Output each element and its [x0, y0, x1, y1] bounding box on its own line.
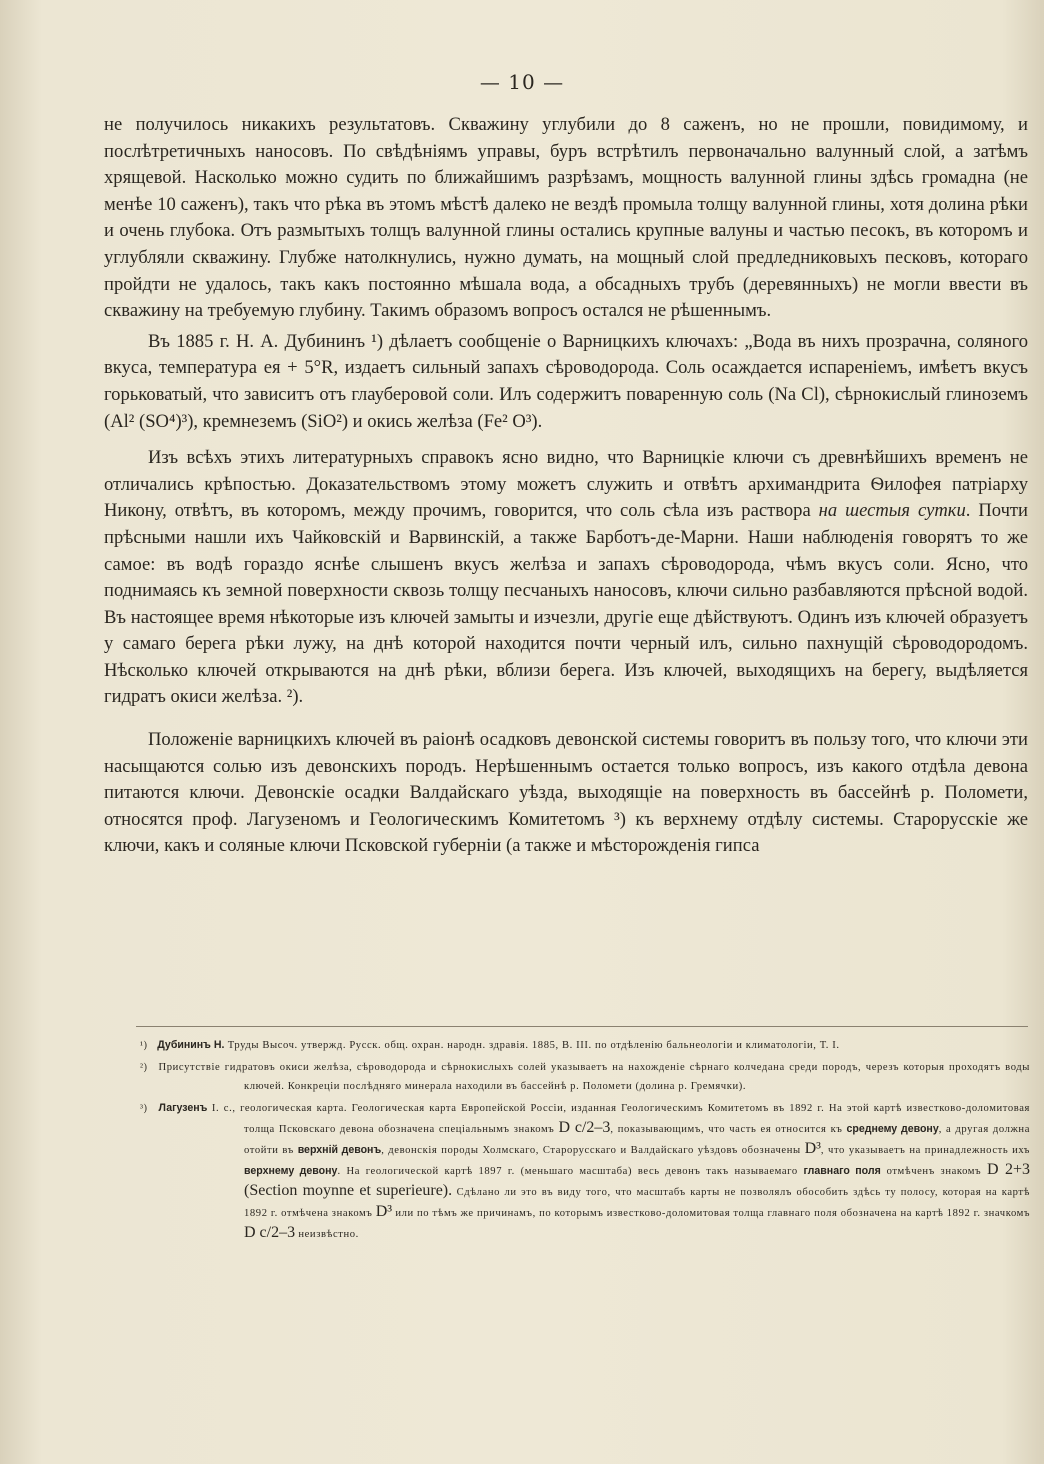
footnote-bold-4: главнаго поля	[803, 1165, 881, 1177]
footnote-text-10: или по тѣмъ же причинамъ, по которымъ известково-доломитовая толща главнаго поля обозначена на картѣ 1892 г. значкомъ	[395, 1208, 1031, 1219]
geology-symbol-1: D c/2–3	[558, 1119, 611, 1136]
geology-symbol-2: D³	[804, 1140, 821, 1157]
footnote-mark: ²)	[140, 1062, 148, 1073]
footnote-text-9: Сдѣлано ли это въ виду того, что масштабъ карты не позволялъ обособить здѣсь ту полосу, которая на картѣ 1892 г. отмѣчена знакомъ	[244, 1187, 1030, 1219]
footnote-bold-3: верхнему девону	[244, 1165, 338, 1177]
footnote-author: Дубининъ Н.	[157, 1039, 225, 1051]
footnote-bold-2: верхній девонъ	[297, 1144, 382, 1156]
paragraph-3-start: Изъ всѣхъ этихъ литературныхъ справокъ ясно видно, что Варницкіе ключи съ древнѣйшихъ временъ не отличались крѣпостью. Доказательствомъ этому можетъ служить и отвѣтъ архимандрита Ѳилофея патріарху Никону, отвѣтъ, въ которомъ, между прочимъ, говорится, что соль сѣла изъ раствора	[104, 447, 1028, 522]
geology-symbol-4: D³	[375, 1203, 393, 1220]
paragraph-3-italic: на шестыя сутки	[818, 500, 966, 522]
footnote-text-8: (Section moynne et superieure).	[244, 1182, 453, 1199]
footnote-bold-1: среднему девону	[846, 1123, 939, 1135]
footnotes	[140, 1036, 1030, 1247]
footnote-text-2: , показывающимъ, что часть ея относится къ	[610, 1124, 843, 1135]
footnote-text-1: I. с., геологическая карта. Геологическая карта Европейской Россіи, изданная Геологическимъ Комитетомъ въ 1892 г. На этой картѣ известково-доломитовая толща Псковскаго девона обозначена спеціальнымъ знакомъ	[211, 1103, 1030, 1135]
footnote-text-6: . На геологической картѣ 1897 г. (меньшаго масштаба) весь девонъ такъ называемаго	[337, 1166, 798, 1177]
footnote-text-7: отмѣченъ знакомъ	[886, 1166, 982, 1177]
paragraph-3-end: . Почти прѣсными нашли ихъ Чайковскій и Варвинскій, а также Барботъ-де-Марни. Наши наблюденія говорятъ то же самое: въ водѣ гораздо яснѣе слышенъ вкусъ желѣза и запахъ сѣроводорода, чѣмъ вкусъ соли. Ясно, что поднимаясь къ земной поверхности сквозь толщу песчаныхъ наносовъ, ключи сильно разбавляются прѣсной водой. Въ настоящее время нѣкоторые изъ ключей замыты и изчезли, другіе еще дѣйствуютъ. Одинъ изъ ключей образуетъ у самаго берега рѣки лужу, на днѣ которой находится почти черный илъ, сильно пахнущій сѣроводородомъ. Нѣсколько ключей открываются на днѣ рѣки, вблизи берега. Изъ ключей, выходящихъ на берегу, выдѣляется гидратъ окиси желѣза. ²).	[104, 500, 1028, 708]
footnote-1	[140, 1036, 1030, 1055]
footnote-author: Лагузенъ	[158, 1102, 208, 1114]
footnote-3	[140, 1099, 1030, 1244]
paragraph-4: Положеніе варницкихъ ключей въ раіонѣ осадковъ девонской системы говоритъ въ пользу того, что ключи эти насыщаются солью изъ девонскихъ породъ. Нерѣшеннымъ остается только вопросъ, изъ какого отдѣла девона питаются ключи. Девонскіе осадки Валдайскаго уѣзда, выходящіе на поверхность въ бассейнѣ р. Поломети, относятся проф. Лагузеномъ и Геологическимъ Комитетомъ ³) къ верхнему отдѣлу системы. Старорусскіе же ключи, какъ и соляные ключи Псковской губерніи (а также и мѣсторожденія гипса	[104, 729, 1028, 857]
geology-symbol-3: D 2+3	[986, 1161, 1031, 1178]
paragraph-1: не получилось никакихъ результатовъ. Скважину углубили до 8 саженъ, но не прошли, повидимому, и послѣтретичныхъ наносовъ. По свѣдѣніямъ управы, буръ встрѣтилъ первоначально валунный слой, а затѣмъ хрящевой. Насколько можно судить по ближайшимъ разрѣзамъ, мощность валунной глины здѣсь громадна (не менѣе 10 саженъ), такъ что рѣка въ этомъ мѣстѣ далеко не вездѣ промыла толщу валунной глины, хотя долина рѣки и очень глубока. Отъ размытыхъ толщъ валунной глины остались крупные валуны и частью песокъ, въ которомъ и углубляли скважину. Глубже натолкнулись, нужно думать, на мощный слой предледниковыхъ песковъ, котораго пройдти не удалось, такъ какъ постоянно мѣшала вода, а обсадныхъ трубъ (деревянныхъ) не могли ввести въ скважину на требуемую глубину. Такимъ образомъ вопросъ остался не рѣшеннымъ.	[104, 114, 1028, 322]
footnote-text-5: , что указываетъ на принадлежность ихъ	[820, 1145, 1031, 1156]
paragraph-2: Въ 1885 г. Н. А. Дубининъ ¹) дѣлаетъ сообщеніе о Варницкихъ ключахъ: „Вода въ нихъ прозрачна, соляного вкуса, температура ея + 5°R, издаетъ сильный запахъ сѣроводорода. Соль осаждается испареніемъ, имѣетъ вкусъ горьковатый, что зависитъ отъ глауберовой соли. Илъ содержитъ поваренную соль (Na Cl), сѣрнокислый глиноземъ (Al² (SO⁴)³), кремнеземъ (SiO²) и окись желѣза (Fe² O³).	[104, 330, 1028, 432]
geology-symbol-5: D c/2–3	[244, 1224, 296, 1241]
footnote-mark: ¹)	[140, 1040, 148, 1051]
footnote-2	[140, 1058, 1030, 1096]
body-text	[104, 112, 1028, 860]
footnote-text: Присутствіе гидратовъ окиси желѣза, сѣроводорода и сѣрнокислыхъ солей указываетъ на нахожденіе сѣрнаго колчедана среди породъ, черезъ которыя проходятъ воды ключей. Конкреціи послѣдняго минерала находили въ бассейнѣ р. Поломети (долина р. Гремячки).	[158, 1062, 1030, 1092]
footnote-text-4: , девонскія породы Холмскаго, Старорусскаго и Валдайскаго уѣздовъ обозначены	[381, 1145, 801, 1156]
page-number: — 10 —	[479, 70, 565, 94]
footnote-text: Труды Высоч. утвержд. Русск. общ. охран. народн. здравія. 1885, В. III. по отдѣленію бальнеологіи и климатологіи, Т. I.	[227, 1040, 840, 1051]
footnote-text-11: неизвѣстно.	[298, 1229, 359, 1240]
footnote-mark: ³)	[140, 1103, 148, 1114]
footnote-divider	[136, 1026, 1028, 1027]
footnote-text-3: , а другая должна отойти въ	[244, 1124, 1030, 1156]
paragraph-3	[104, 445, 1028, 711]
